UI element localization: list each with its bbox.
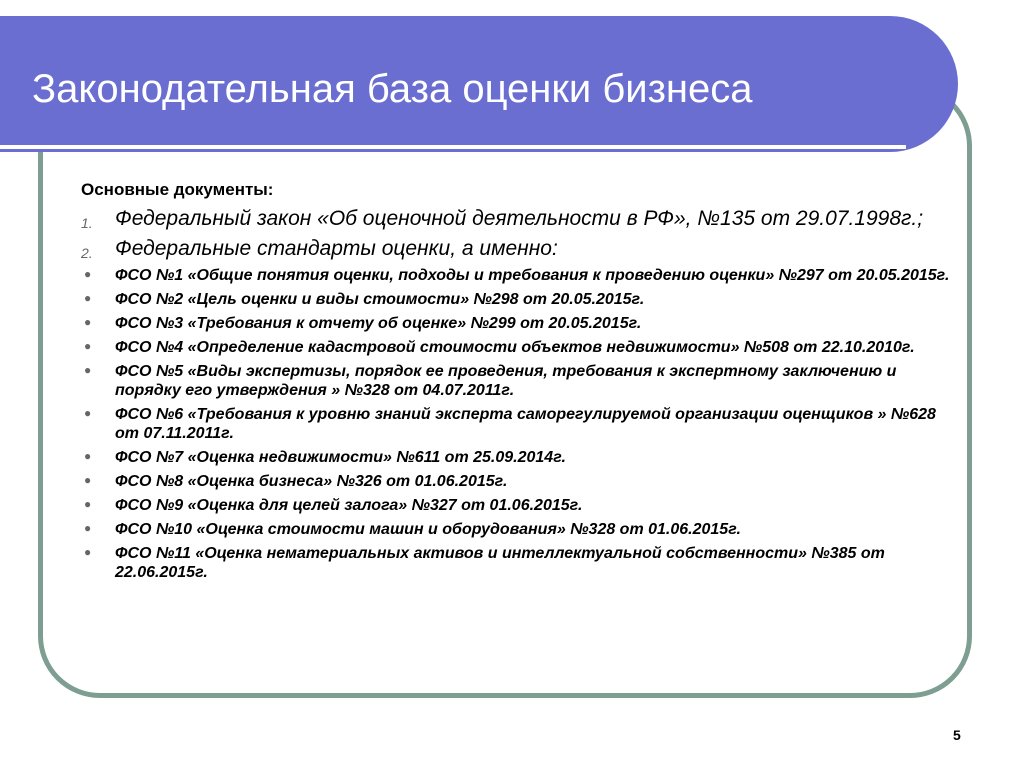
item-number: 1.: [81, 215, 93, 231]
bullet-icon: ●: [84, 406, 92, 420]
bullet-icon: ●: [84, 315, 92, 329]
bullet-icon: ●: [84, 339, 92, 353]
fso-text: ФСО №1 «Общие понятия оценки, подходы и требования к проведению оценки» №297 от 20.05.2015г.: [115, 267, 950, 284]
bullet-icon: ●: [84, 449, 92, 463]
fso-text: ФСО №10 «Оценка стоимости машин и оборудования» №328 от 01.06.2015г.: [115, 521, 741, 538]
fso-list-item: [81, 448, 961, 467]
fso-text: ФСО №4 «Определение кадастровой стоимости объектов недвижимости» №508 от 22.10.2010г.: [115, 339, 915, 356]
fso-text: ФСО №3 «Требования к отчету об оценке» №299 от 20.05.2015г.: [115, 315, 642, 332]
fso-text: ФСО №7 «Оценка недвижимости» №611 от 25.09.2014г.: [115, 449, 566, 466]
fso-text: ФСО №5 «Виды экспертизы, порядок ее проведения, требования к экспертному заключению и порядку его утверждения » №328 от 04.07.2011г.: [115, 363, 897, 399]
bullet-icon: ●: [84, 473, 92, 487]
item-text: Федеральный закон «Об оценочной деятельности в РФ», №135 от 29.07.1998г.;: [115, 207, 924, 230]
fso-text: ФСО №6 «Требования к уровню знаний эксперта саморегулируемой организации оценщиков » №628 от 07.11.2011г.: [115, 406, 936, 442]
bullet-icon: ●: [84, 363, 92, 377]
fso-list-item: [81, 266, 961, 285]
fso-list-item: [81, 496, 961, 515]
numbered-item: [81, 206, 961, 231]
bullet-icon: ●: [84, 291, 92, 305]
bullet-icon: ●: [84, 497, 92, 511]
fso-list-item: [81, 338, 961, 357]
fso-text: ФСО №8 «Оценка бизнеса» №326 от 01.06.2015г.: [115, 473, 508, 490]
fso-list-item: [81, 472, 961, 491]
numbered-item: [81, 236, 961, 261]
fso-text: ФСО №2 «Цель оценки и виды стоимости» №298 от 20.05.2015г.: [115, 291, 645, 308]
bullet-icon: ●: [84, 545, 92, 559]
bullet-icon: ●: [84, 267, 92, 281]
item-text: Федеральные стандарты оценки, а именно:: [115, 237, 558, 260]
bullet-icon: ●: [84, 521, 92, 535]
fso-text: ФСО №9 «Оценка для целей залога» №327 от 01.06.2015г.: [115, 497, 583, 514]
title-bar: [0, 16, 958, 152]
fso-text: ФСО №11 «Оценка нематериальных активов и интеллектуальной собственности» №385 от 22.06.2015г.: [115, 545, 885, 581]
fso-list-item: [81, 290, 961, 309]
slide-content: [81, 180, 961, 587]
fso-list-item: [81, 520, 961, 539]
section-heading: Основные документы:: [81, 180, 274, 199]
fso-list-item: [81, 405, 961, 443]
page-number: 5: [953, 727, 961, 743]
title-underline: [0, 145, 906, 149]
item-number: 2.: [81, 245, 93, 261]
slide-title: Законодательная база оценки бизнеса: [32, 67, 753, 111]
fso-list-item: [81, 362, 961, 400]
fso-list-item: [81, 544, 961, 582]
fso-list-item: [81, 314, 961, 333]
